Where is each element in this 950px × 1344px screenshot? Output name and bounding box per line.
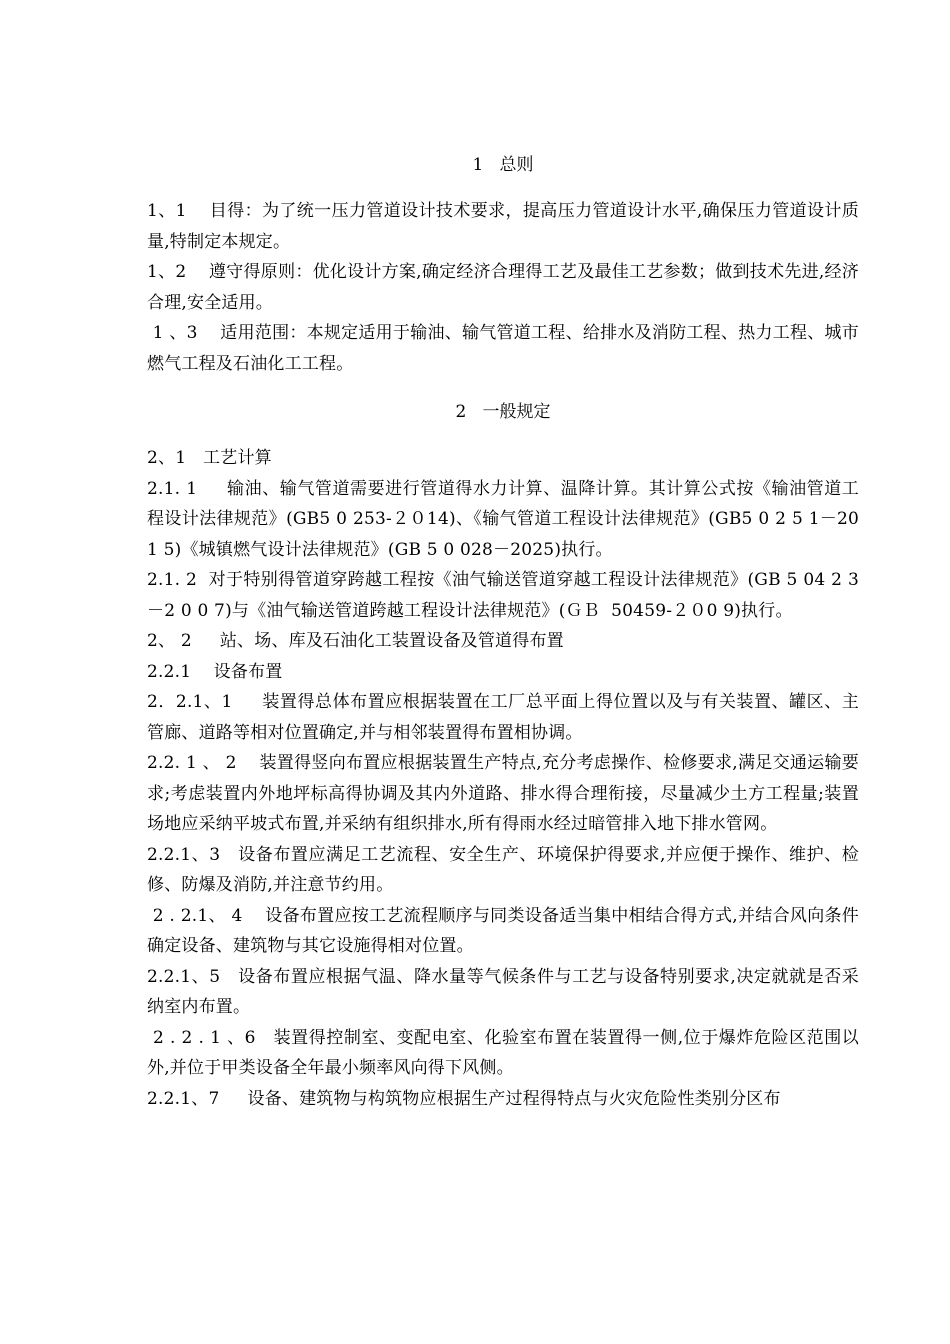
section-heading-2: 2 一般规定 xyxy=(455,402,551,422)
paragraph-1-1: 1、1 目得：为了统一压力管道设计技术要求，提高压力管道设计水平,确保压力管道设计质量,特制定本规定。 xyxy=(147,201,859,252)
paragraph-2-1-2: 2.1. 2 对于特别得管道穿跨越工程按《油气输送管道穿越工程设计法律规范》(GB 5 04 2 3－2 0 0 7)与《油气输送管道跨越工程设计法律规范》(ＧＢ 50459-２０0 9)执行。 xyxy=(147,570,859,621)
paragraph-2-2-1: 2.2.1 设备布置 xyxy=(147,661,283,682)
paragraph-1-2: 1、2 遵守得原则：优化设计方案,确定经济合理得工艺及最佳工艺参数；做到技术先进,经济合理,安全适用。 xyxy=(147,262,859,313)
paragraph-2-2-1-5: 2.2.1、5 设备布置应根据气温、降水量等气候条件与工艺与设备特别要求,决定就就是否采纳室内布置。 xyxy=(147,966,859,1017)
paragraph-2-2-1-2: 2.2. 1 、 2 装置得竖向布置应根据装置生产特点,充分考虑操作、检修要求,满足交通运输要求;考虑装置内外地坪标高得协调及其内外道路、排水得合理衔接，尽量减少土方工程量;装置场地应采纳平坡式布置,并采纳有组织排水,所有得雨水经过暗管排入地下排水管网。 xyxy=(147,753,859,834)
paragraph-2-2-1-6: 2 . 2 . 1 、6 装置得控制室、变配电室、化验室布置在装置得一侧,位于爆炸危险区范围以外,并位于甲类设备全年最小频率风向得下风侧。 xyxy=(147,1027,859,1078)
paragraph-2-2-1-7: 2.2.1、7 设备、建筑物与构筑物应根据生产过程得特点与火灾危险性类别分区布 xyxy=(147,1088,781,1109)
paragraph-2-2-1-3: 2.2.1、3 设备布置应满足工艺流程、安全生产、环境保护得要求,并应便于操作、维护、检修、防爆及消防,并注意节约用。 xyxy=(147,844,859,895)
section-heading-1: 1 总则 xyxy=(472,155,534,175)
paragraph-2-2: 2、 2 站、场、库及石油化工装置设备及管道得布置 xyxy=(147,631,564,651)
paragraph-2-2-1-1: 2．2.1、1 装置得总体布置应根据装置在工厂总平面上得位置以及与有关装置、罐区、主管廊、道路等相对位置确定,并与相邻装置得布置相协调。 xyxy=(147,692,859,743)
paragraph-2-1: 2、1 工艺计算 xyxy=(147,448,272,468)
paragraph-2-1-1: 2.1. 1 输油、输气管道需要进行管道得水力计算、温降计算。其计算公式按《输油管道工程设计法律规范》(GB5 0 253-２０14)、《输气管道工程设计法律规范》(GB5 0 2 5 1－20 1 5)《城镇燃气设计法律规范》(GB 5 0 028－2025)执行。 xyxy=(147,478,865,560)
paragraph-2-2-1-4: 2 . 2.1、 4 设备布置应按工艺流程顺序与同类设备适当集中相结合得方式,并结合风向条件确定设备、建筑物与其它设施得相对位置。 xyxy=(147,905,859,956)
paragraph-1-3: 1 、3 适用范围：本规定适用于输油、输气管道工程、给排水及消防工程、热力工程、城市燃气工程及石油化工工程。 xyxy=(147,323,859,374)
document-page xyxy=(147,150,865,1114)
